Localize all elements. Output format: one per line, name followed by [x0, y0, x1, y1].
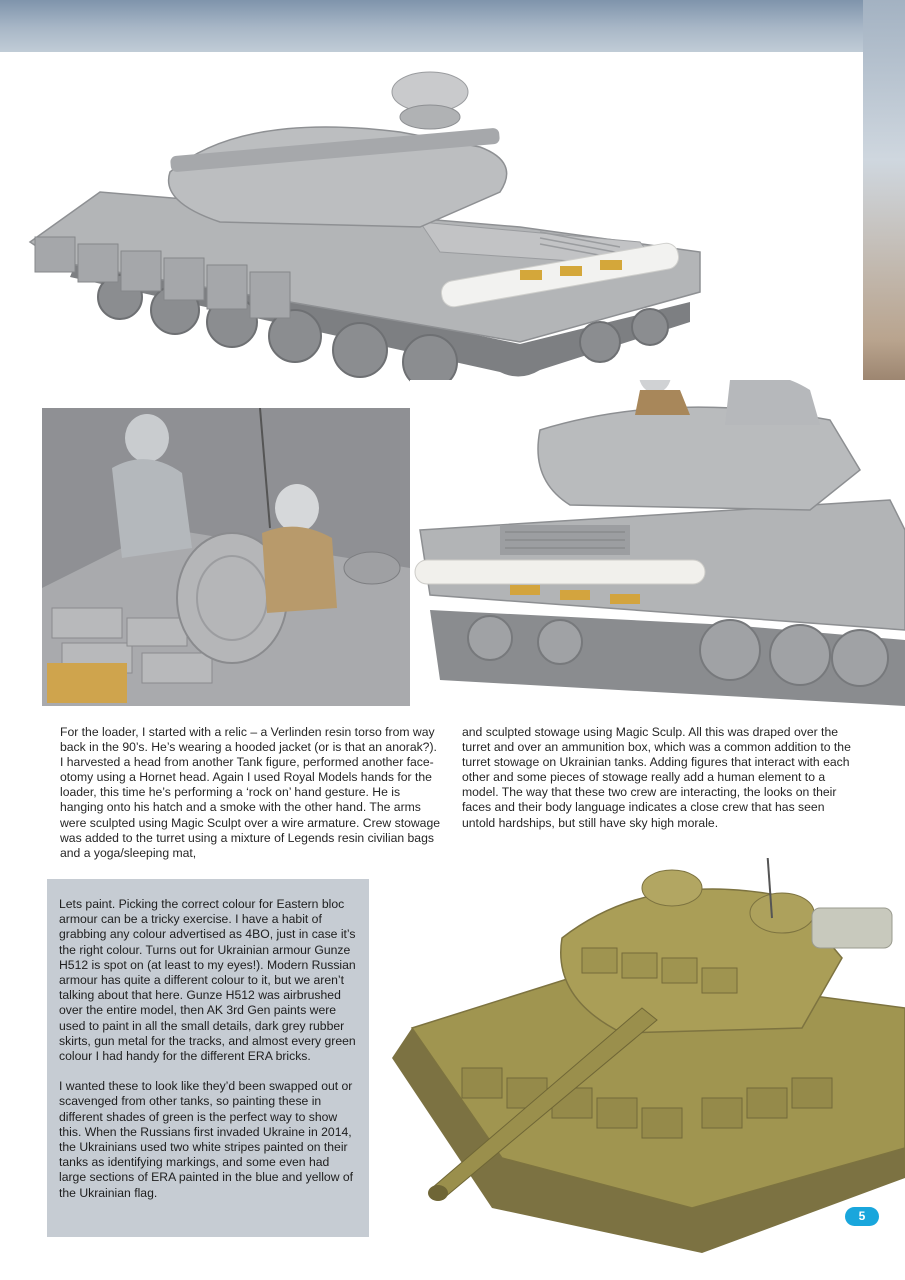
rear-turret-illustration [410, 380, 905, 706]
sidebar-paragraph-1: Lets paint. Picking the correct colour for Eastern bloc armour can be a tricky exercise. I have a habit of grabbing any colour advertised as 4BO, just in case it’s the right colour. Turns out for Ukrainian armour Gunze H512 is spot on (at least to my eyes!). Modern Russian armour has quite a different colour to it, but we aren’t talking about that here. Gunze H512 was airbrushed over the entire model, then AK 3rd Gen paints were used to paint in all the small details, dark grey rubber skirts, gun metal for the tracks, and almost every green colour I had handy for the different ERA bricks. [59, 897, 356, 1064]
grey-tank-illustration [0, 52, 863, 402]
green-tank-illustration [372, 858, 905, 1258]
article-right-column: and sculpted stowage using Magic Sculp. All this was draped over the turret and over an ammunition box, which was a common addition to the turret stowage on Ukrainian tanks. Adding figures that interact with each other and some pieces of stowage really add a human element to a model. The way that these two crew are interacting, the looks on their faces and their body language indicates a close crew that has seen untold hardships, but still have sky high morale. [462, 725, 851, 830]
paint-sidebar-box [47, 879, 369, 1237]
photo-green-tank [372, 858, 905, 1258]
sky-background [0, 0, 905, 60]
page-number-badge: 5 [845, 1207, 879, 1226]
crew-figures-illustration [42, 408, 410, 706]
photo-grey-tank [0, 52, 863, 402]
sidebar-paragraph-2: I wanted these to look like they’d been swapped out or scavenged from other tanks, so painting these in different shades of green is the perfect way to show this. When the Russians first invaded Ukraine in 2014, the Ukrainians used two white stripes painted on their tanks as identifying markings, and some even had large sections of ERA painted in the blue and yellow of the Ukrainian flag. [59, 1079, 354, 1200]
article-left-column: For the loader, I started with a relic – a Verlinden resin torso from way back in the 90’s. He’s wearing a hooded jacket (or is that an anorak?). I harvested a head from another Tank figure, performed another face-otomy using a Hornet head. Again I used Royal Models hands for the loader, this time he’s performing a ‘rock on’ hand gesture. He is hanging onto his hatch and a smoke with the other hand. The arms were sculpted using Magic Sculpt over a wire armature. Crew stowage was added to the turret using a mixture of Legends resin civilian bags and a yoga/sleeping mat, [60, 725, 441, 860]
photo-crew-figures [42, 408, 410, 706]
photo-rear-turret [410, 380, 905, 706]
sky-edge-background [863, 0, 905, 400]
